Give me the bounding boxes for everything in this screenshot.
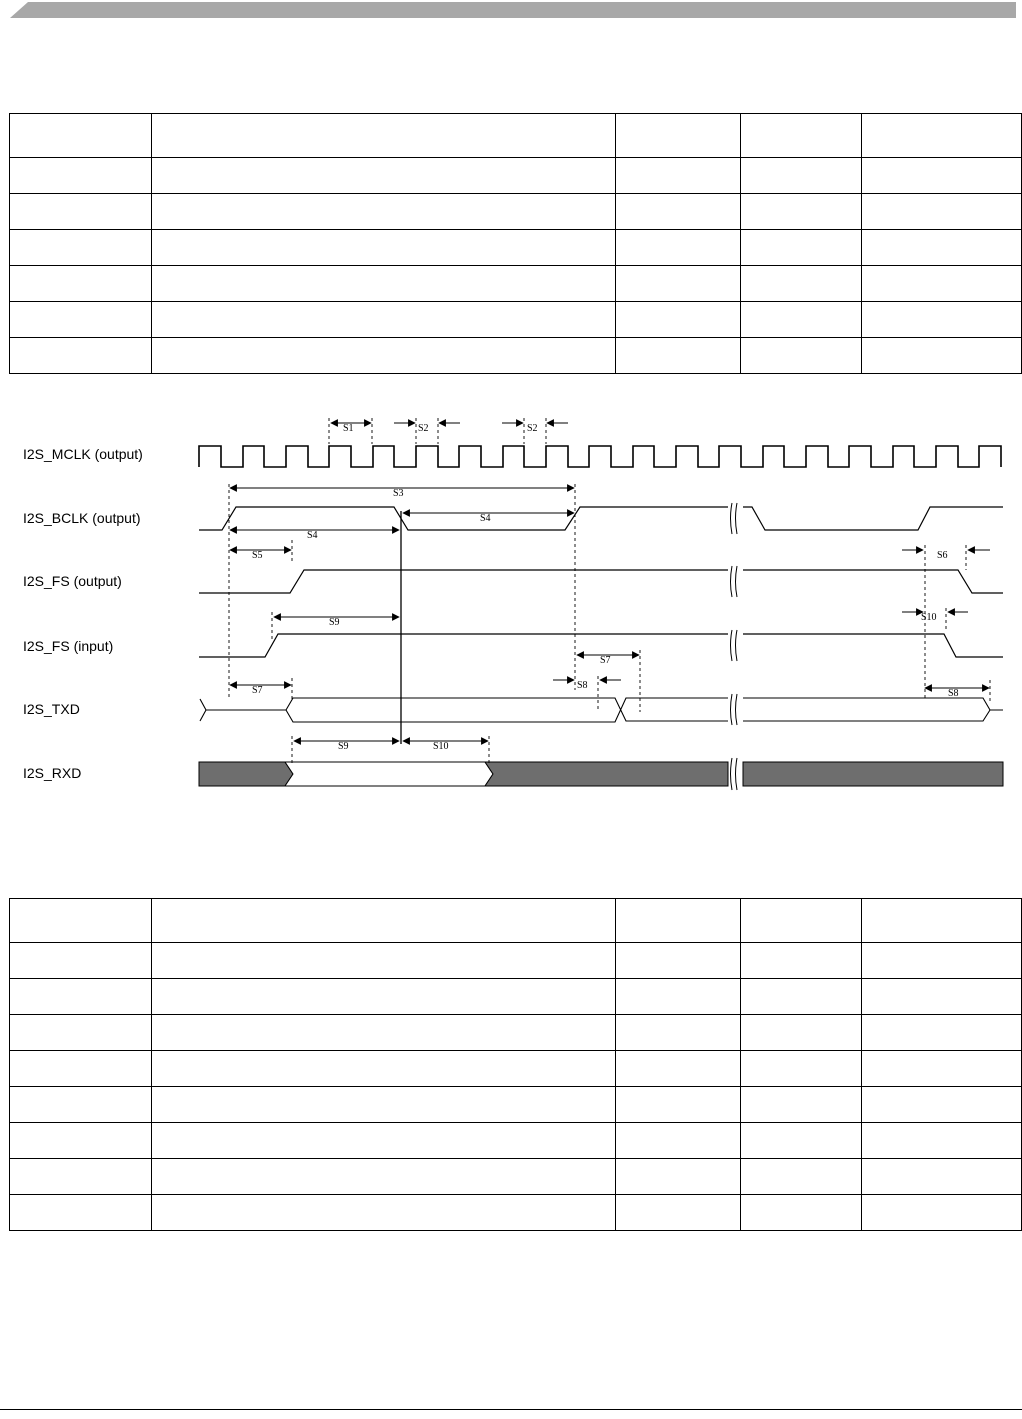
table-row: [10, 1195, 1022, 1231]
label-s7-first: S7: [600, 655, 611, 666]
timing-table-2: [9, 898, 1022, 1231]
table-row: [10, 194, 1022, 230]
signal-label-bclk: I2S_BCLK (output): [23, 510, 141, 526]
rxd-invalid-region-2: [485, 762, 728, 786]
table-row: [10, 1051, 1022, 1087]
label-s2-second: S2: [527, 423, 538, 434]
timing-diagram: [0, 400, 1022, 800]
signal-label-mclk: I2S_MCLK (output): [23, 446, 143, 462]
label-s4-second: S4: [307, 530, 318, 541]
table-row: [10, 1159, 1022, 1195]
label-s8-second: S8: [948, 688, 959, 699]
signal-label-rxd: I2S_RXD: [23, 765, 82, 781]
table-row: [10, 979, 1022, 1015]
label-s7-second: S7: [252, 685, 263, 696]
reference-lines: [229, 418, 990, 764]
rxd-invalid-region-1: [199, 762, 293, 786]
rxd-invalid-region-3: [743, 762, 1003, 786]
table-row: [10, 338, 1022, 374]
label-s3: S3: [393, 488, 404, 499]
bclk-waveform: [199, 507, 1003, 530]
table-row: [10, 1087, 1022, 1123]
table-row: [10, 1015, 1022, 1051]
signal-label-txd: I2S_TXD: [23, 701, 80, 717]
label-s8-first: S8: [577, 680, 588, 691]
timing-table-1: [9, 113, 1022, 374]
txd-waveform: [200, 698, 1003, 722]
fs-input-waveform: [199, 634, 1003, 657]
label-s10-first: S10: [921, 612, 937, 623]
mclk-waveform: [199, 446, 1001, 467]
label-s6: S6: [937, 550, 948, 561]
table-row: [10, 943, 1022, 979]
label-s1: S1: [343, 423, 354, 434]
timing-labels: [252, 423, 959, 752]
label-s2-first: S2: [418, 423, 429, 434]
table-header-row: [10, 899, 1022, 943]
table-row: [10, 230, 1022, 266]
time-break-marks: [731, 503, 738, 790]
table-row: [10, 1123, 1022, 1159]
timing-arrows: [230, 423, 990, 741]
rxd-valid-region: [285, 762, 493, 786]
label-s5: S5: [252, 550, 263, 561]
label-s10-second: S10: [433, 741, 449, 752]
footer-rule: [0, 1409, 1022, 1410]
signal-label-fs-output: I2S_FS (output): [23, 573, 122, 589]
label-s4-first: S4: [480, 513, 491, 524]
fs-output-waveform: [199, 570, 1003, 593]
signal-label-fs-input: I2S_FS (input): [23, 638, 114, 654]
label-s9-second: S9: [338, 741, 349, 752]
table-row: [10, 302, 1022, 338]
header-band: [0, 0, 1022, 24]
table-row: [10, 266, 1022, 302]
table-row: [10, 158, 1022, 194]
table-header-row: [10, 114, 1022, 158]
label-s9-first: S9: [329, 617, 340, 628]
